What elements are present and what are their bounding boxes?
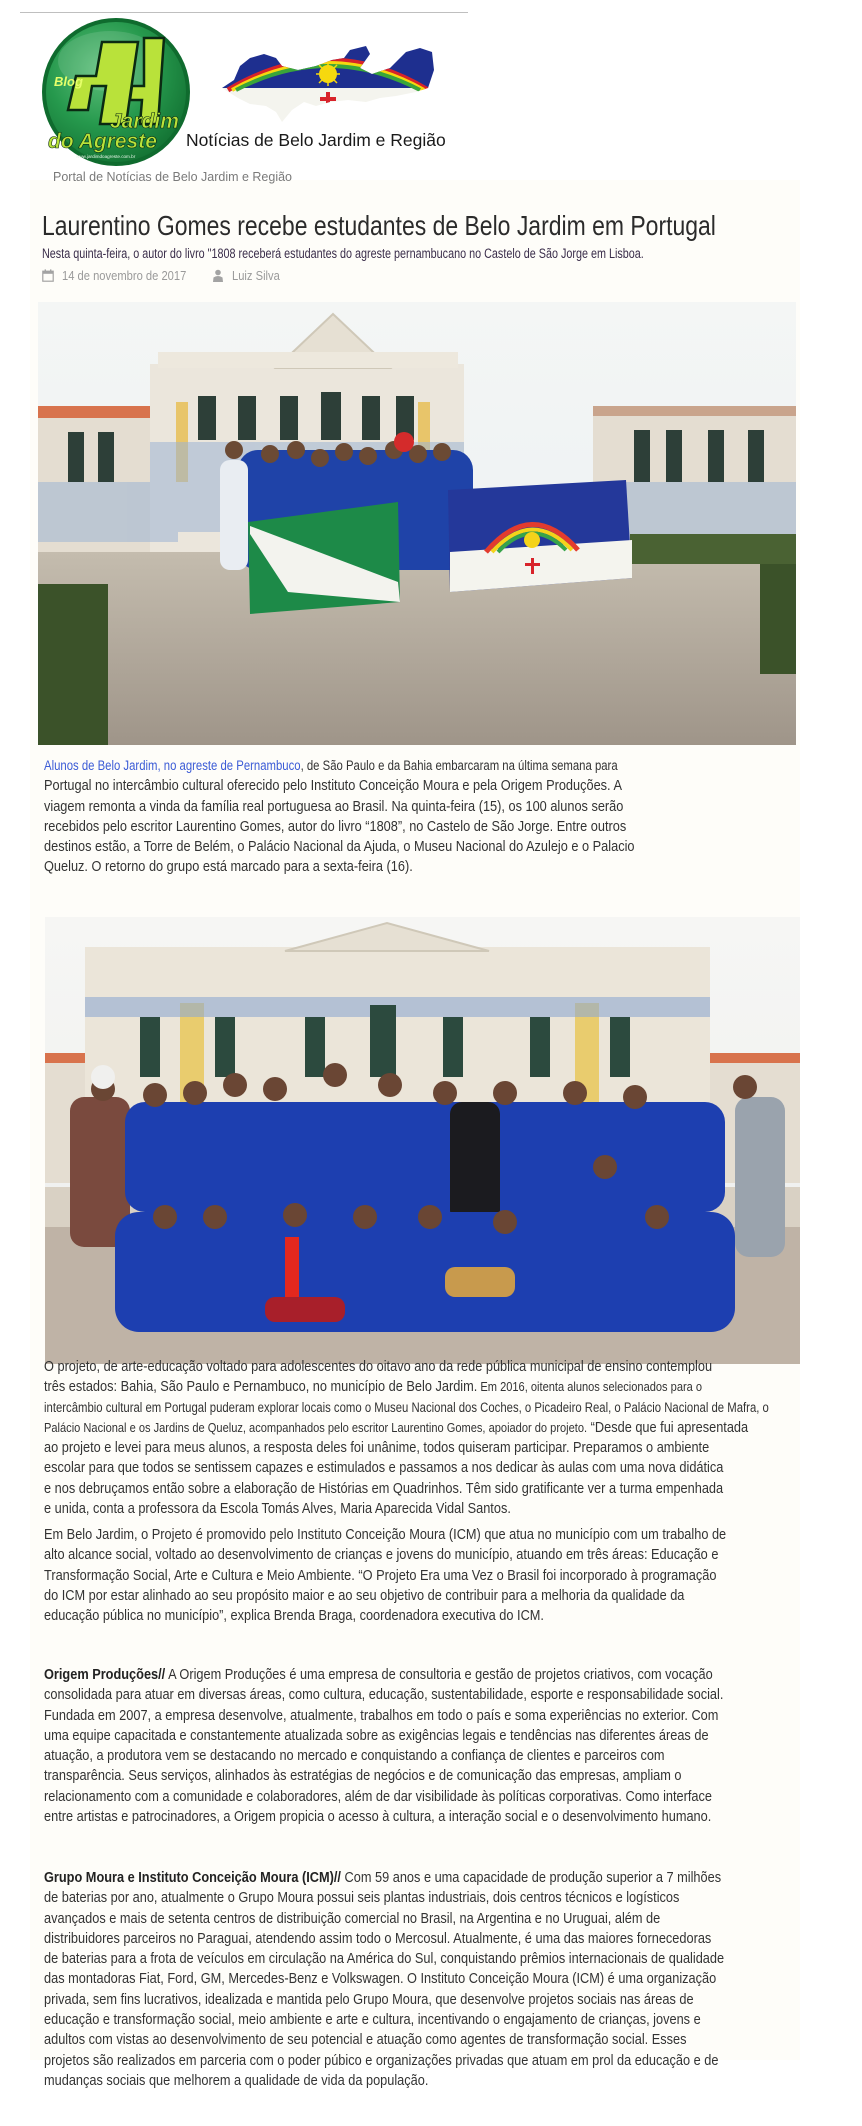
paragraph-line: projetos são realizados em parceria com o poder púbico e organizações privadas que atuam em prol da educação e de: [44, 2051, 719, 2069]
article-subtitle-text: Nesta quinta-feira, o autor do livro "1808 receberá estudantes do agreste pernambucano no Castelo de São Jorge em Lisboa.: [42, 246, 644, 261]
paragraph-line: educação pública no município”, explica Brenda Braga, coordenadora executiva do ICM.: [44, 1607, 544, 1625]
paragraph-line: relacionamento com a comunidade e colaboradores, além de dar visibilidade às políticas corporativas. Como interface: [44, 1787, 712, 1805]
paragraph-line: Portugal no intercâmbio cultural oferecido pelo Instituto Conceição Moura e pela Origem Produções. A: [44, 777, 622, 795]
article-paragraph-3: [44, 1525, 814, 1626]
pernambuco-map-flag: [220, 40, 436, 124]
paragraph-line: de baterias para a frota de veículos em circulação na América do Sul, conquistando prêmios internacionais de qualidade: [44, 1950, 725, 1968]
paragraph-line: e unida, conta a professora da Escola Tomás Alves, Maria Aparecida Vidal Santos.: [44, 1500, 511, 1518]
calendar-icon: [42, 269, 54, 282]
paragraph-line: mudanças sociais que melhorem a qualidade de vida da população.: [44, 2071, 429, 2089]
article-subtitle: [42, 246, 794, 261]
blog-logo[interactable]: [40, 16, 192, 168]
paragraph-line: escolar para que todos se sentissem capazes e estimulados e passamos a nos dedicar às aulas com uma nova didática: [44, 1459, 724, 1477]
paragraph-line: de baterias por ano, atualmente o Grupo Moura possui seis plantas industriais, dois centros técnicos e logísticos: [44, 1889, 680, 1907]
paragraph-line: O projeto, de arte-educação voltado para adolescentes do oitavo ano da rede pública municipal de ensino contemplou: [44, 1358, 713, 1375]
article-paragraph-5: [44, 1868, 814, 2091]
origem-heading: Origem Produções//: [44, 1666, 166, 1683]
article-paragraph-4: [44, 1665, 814, 1827]
paragraph-line: Alunos de Belo Jardim, no agreste de Pernambuco, de São Paulo e da Bahia embarcaram na última semana para: [44, 758, 618, 773]
group-photo-students: [45, 917, 800, 1364]
header-divider: [20, 12, 468, 13]
user-icon: [212, 269, 224, 282]
paragraph-line: Transformação Social, Arte e Cultura e Meio Ambiente. “O Projeto Era uma Vez o Brasil foi incorporado à programação: [44, 1566, 717, 1584]
paragraph-line: alto alcance social, voltado ao desenvolvimento de crianças e jovens do município, atuando em três áreas: Educação e: [44, 1546, 719, 1564]
paragraph-line: intercâmbio cultural em Portugal puderam explorar locais como o Museu Nacional dos Coches, o Picadeiro Real, o Palácio Nacional de Mafra, o: [44, 1399, 769, 1415]
intro-link[interactable]: Alunos de Belo Jardim, no agreste de Pernambuco: [44, 758, 301, 773]
paragraph-line: transparência. Seus serviços, alinhados às estratégias de negócios e de comunicação das empresas, ampliam o: [44, 1767, 682, 1785]
paragraph-line: Palácio Nacional e os Jardins de Queluz, acompanhados pelo escritor Laurentino Gomes, apoiador do projeto. “Desde que fui apresentada: [44, 1418, 749, 1436]
portal-subtitle: Portal de Notícias de Belo Jardim e Região: [53, 170, 293, 184]
paragraph-line: Fundada em 2007, a empresa desenvolve, atualmente, trabalhos em todo o país e soma experiências no exterior. Com: [44, 1706, 719, 1724]
paragraph-line: uma equipe capacitada e constantemente atualizada sobre as exigências legais e tendências nas diferentes áreas de: [44, 1726, 709, 1744]
paragraph-line: entre artistas e patrocinadores, a Origem propicia o acesso à cultura, a interação social e o desenvolvimento humano.: [44, 1808, 712, 1826]
paragraph-line: Origem Produções// A Origem Produções é uma empresa de consultoria e gestão de projetos criativos, com vocação: [44, 1666, 713, 1683]
article-paragraph-1: [44, 756, 814, 878]
logo-agreste-text: do Agreste: [48, 130, 157, 153]
article-author[interactable]: Luiz Silva: [232, 268, 280, 283]
logo-url-text: www.jardimdoagreste.com.br: [76, 154, 136, 159]
article-date: 14 de novembro de 2017: [62, 268, 187, 283]
paragraph-line: destinos estão, a Torre de Belém, o Palácio Nacional da Ajuda, o Museu Nacional do Azulejo e o Palacio: [44, 838, 635, 856]
site-tagline: Notícias de Belo Jardim e Região: [186, 130, 446, 150]
paragraph-line: atuação, a produtora vem se destacando no mercado e conquistando a confiança de clientes e parceiros com: [44, 1747, 665, 1765]
logo-blog-text: Blog: [54, 74, 83, 89]
paragraph-line: Queluz. O retorno do grupo está marcado para a sexta-feira (16).: [44, 858, 413, 876]
paragraph-line: do ICM por estar alinhado ao seu propósito maior e ao seu objetivo de contribuir para a melhoria da qualidade da: [44, 1586, 685, 1604]
paragraph-line: ao projeto e levei para meus alunos, a resposta deles foi unânime, todos quiseram participar. Preparamos o ambiente: [44, 1439, 710, 1457]
paragraph-line: consolidada para atuar em diversas áreas, como cultura, educação, sustentabilidade, esporte e responsabilidade social.: [44, 1686, 724, 1704]
group-photo-flags: [38, 302, 796, 745]
article-paragraph-2: [44, 1357, 814, 1519]
paragraph-line: Grupo Moura e Instituto Conceição Moura (ICM)// Com 59 anos e uma capacidade de produção superior a 7 milhões: [44, 1869, 722, 1886]
paragraph-line: adultos com vistas ao desenvolvimento de seu potencial e atuação como agentes de transformação social. Esses: [44, 2031, 687, 2049]
paragraph-line: Em Belo Jardim, o Projeto é promovido pelo Instituto Conceição Moura (ICM) que atua no município com um trabalho de: [44, 1526, 727, 1543]
paragraph-line: viagem remonta a vinda da família real portuguesa ao Brasil. Na quinta-feira (15), os 100 alunos serão: [44, 797, 624, 815]
paragraph-line: educação e transformação social, meio ambiente e arte e cultura, incentivando o engajamento de crianças, jovens e: [44, 2011, 701, 2029]
paragraph-line: das montadoras Fiat, Ford, GM, Mercedes-Benz e Volkswagen. O Instituto Conceição Moura (ICM) é uma organização: [44, 1970, 717, 1988]
moura-heading: Grupo Moura e Instituto Conceição Moura (ICM)//: [44, 1869, 341, 1886]
paragraph-line: privada, sem fins lucrativos, idealizada e mantida pelo Grupo Moura, que desenvolve projetos sociais nas áreas de: [44, 1990, 694, 2008]
paragraph-line: e nos debruçamos então sobre a elaboração de Histórias em Quadrinhos. Têm sido gratificante ver a turma empenhada: [44, 1479, 724, 1497]
paragraph-line: recebidos pelo escritor Laurentino Gomes, autor do livro “1808”, no Castelo de São Jorge. Entre outros: [44, 817, 627, 835]
article-title-text: Laurentino Gomes recebe estudantes de Belo Jardim em Portugal: [42, 210, 716, 241]
paragraph-line: três estados: Bahia, São Paulo e Pernambuco, no município de Belo Jardim. Em 2016, oitenta alunos selecionados para o: [44, 1378, 703, 1396]
article-title: [42, 210, 862, 242]
paragraph-line: avançados e mais de setenta centros de distribuição comercial no Brasil, na Argentina e no Uruguai, além de: [44, 1909, 661, 1927]
article-meta: [42, 268, 288, 283]
logo-jardim-text: Jardim: [110, 110, 179, 133]
paragraph-line: distribuidores parceiros no Paraguai, atendendo assim todo o Mercosul. Atualmente, é uma das maiores fornecedoras: [44, 1929, 712, 1947]
